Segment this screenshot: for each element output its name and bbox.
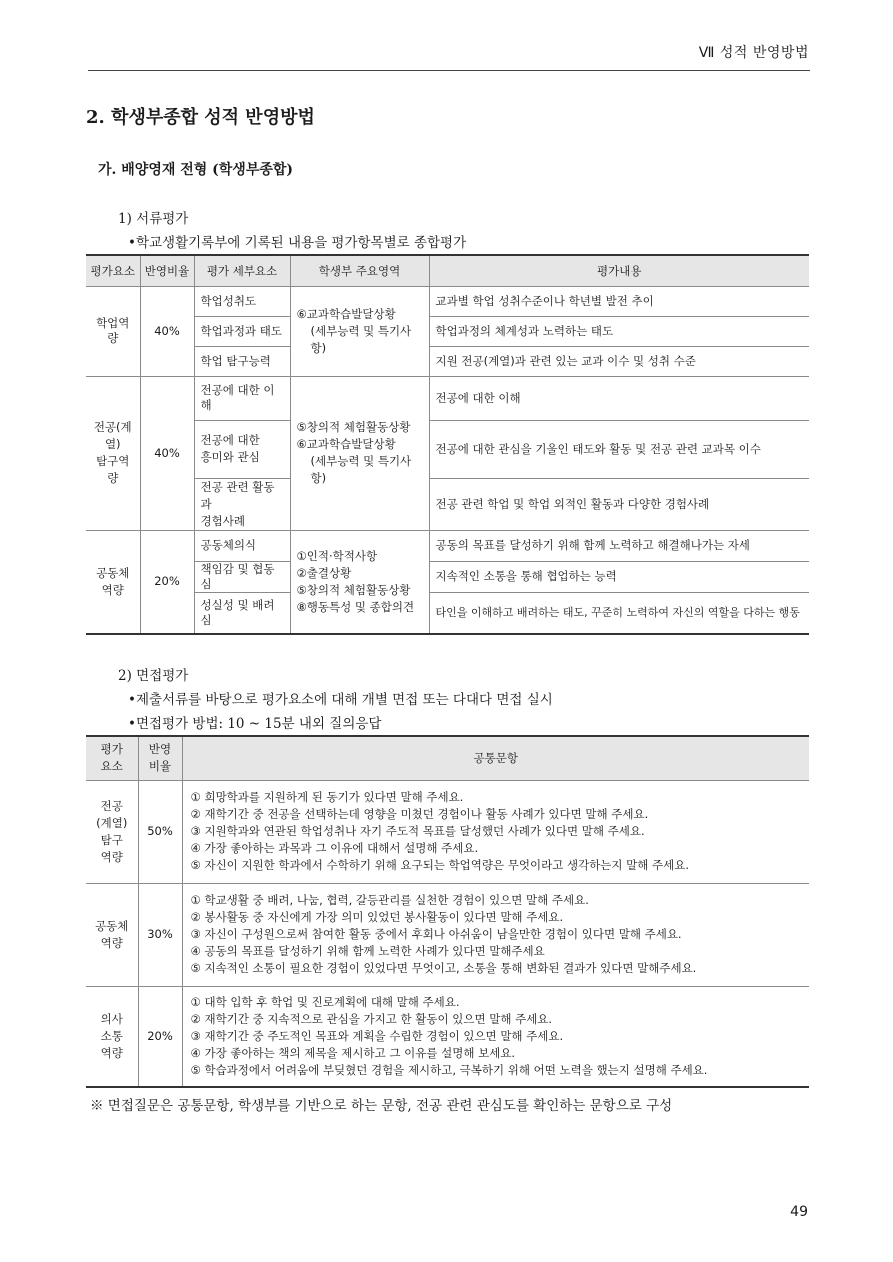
content-cell: 공동의 목표를 달성하기 위해 함께 노력하고 해결해나가는 자세: [429, 530, 809, 561]
question-list: [182, 883, 809, 986]
question-item: ③ 지원학과와 연관된 학업성취나 자기 주도적 목표를 달성했던 사례가 있다면 말해 주세요.: [190, 824, 645, 838]
ratio-community: 30%: [138, 883, 182, 986]
question-list: [182, 986, 809, 1087]
question-item: ④ 공동의 목표를 달성하기 위해 함께 노력한 사례가 있다면 말해주세요: [190, 944, 545, 958]
header-element: 평가요소: [86, 255, 140, 286]
element-communication: 의사 소통 역량: [86, 986, 138, 1087]
content-cell: 지원 전공(계열)과 관련 있는 교과 이수 및 성취 수준: [429, 346, 809, 376]
section-title: 2. 학생부종합 성적 반영방법: [86, 107, 315, 128]
area-academic: ⑥교과학습발달상황 (세부능력 및 특기사항): [290, 286, 429, 376]
content-cell: 전공 관련 학업 및 학업 외적인 활동과 다양한 경험사례: [429, 478, 809, 530]
content-cell: 전공에 대한 관심을 기울인 태도와 활동 및 전공 관련 교과목 이수: [429, 420, 809, 478]
area-community: ①인적·학적사항 ②출결상황 ⑤창의적 체험활동상황 ⑧행동특성 및 종합의견: [290, 530, 429, 634]
question-item: ⑤ 자신이 지원한 학과에서 수학하기 위해 요구되는 학업역량은 무엇이라고 생각하는지 말해 주세요.: [190, 858, 690, 872]
content-cell: 타인을 이해하고 배려하는 태도, 꾸준히 노력하여 자신의 역할을 다하는 행동: [429, 592, 809, 634]
document-review-heading: 1) 서류평가: [118, 211, 189, 227]
ratio-major: 50%: [138, 780, 182, 883]
header-detail: 평가 세부요소: [194, 255, 290, 286]
question-item: ③ 자신이 구성원으로써 참여한 활동 중에서 후회나 아쉬움이 남을만한 경험이 있다면 말해 주세요.: [190, 927, 682, 941]
header-content: 평가내용: [429, 255, 809, 286]
interview-table: [86, 735, 809, 1088]
detail-cell: 책임감 및 협동심: [194, 561, 290, 592]
question-item: ④ 가장 좋아하는 책의 제목을 제시하고 그 이유를 설명해 보세요.: [190, 1045, 516, 1060]
header-area: 학생부 주요영역: [290, 255, 429, 286]
interview-bullet-1: •제출서류를 바탕으로 평가요소에 대해 개별 면접 또는 다대다 면접 실시: [128, 692, 553, 708]
content-cell: 학업과정의 체계성과 노력하는 태도: [429, 316, 809, 346]
header-questions: 공통문항: [182, 736, 809, 780]
detail-cell: 학업성취도: [194, 286, 290, 316]
header-ratio: 반영비율: [140, 255, 194, 286]
question-item: ⑤ 지속적인 소통이 필요한 경험이 있었다면 무엇이고, 소통을 통해 변화된 결과가 있다면 말해주세요.: [190, 961, 697, 975]
question-item: ⑤ 학습과정에서 어려움에 부딪혔던 경험을 제시하고, 극복하기 위해 어떤 노력을 했는지 설명해 주세요.: [190, 1062, 708, 1077]
question-item: ② 재학기간 중 전공을 선택하는데 영향을 미쳤던 경험이나 활동 사례가 있다면 말해 주세요.: [190, 807, 649, 821]
document-review-table: [86, 254, 809, 635]
detail-cell: 성실성 및 배려심: [194, 592, 290, 634]
content-cell: 전공에 대한 이해: [429, 376, 809, 420]
question-item: ③ 재학기간 중 주도적인 목표와 계획을 수립한 경험이 있으면 말해 주세요.: [190, 1028, 564, 1043]
question-item: ② 재학기간 중 지속적으로 관심을 가지고 한 활동이 있으면 말해 주세요.: [190, 1011, 553, 1026]
element-major: 전공 (계열) 탐구 역량: [86, 780, 138, 883]
question-item: ① 학교생활 중 배려, 나눔, 협력, 갈등관리를 실천한 경험이 있으면 말해 주세요.: [190, 893, 589, 907]
header-ratio: 반영 비율: [138, 736, 182, 780]
question-item: ② 봉사활동 중 자신에게 가장 의미 있었던 봉사활동이 있다면 말해 주세요.: [190, 910, 564, 924]
detail-cell: 전공 관련 활동과 경험사례: [194, 478, 290, 530]
area-major: ⑤창의적 체험활동상황 ⑥교과학습발달상황 (세부능력 및 특기사항): [290, 376, 429, 530]
sub-title: 가. 배양영재 전형 (학생부종합): [98, 162, 294, 178]
ratio-community: 20%: [140, 530, 194, 634]
footnote: ※ 면접질문은 공통문항, 학생부를 기반으로 하는 문항, 전공 관련 관심도를 확인하는 문항으로 구성: [90, 1098, 673, 1114]
question-item: ① 대학 입학 후 학업 및 진로계획에 대해 말해 주세요.: [190, 994, 460, 1009]
question-item: ④ 가장 좋아하는 과목과 그 이유에 대해서 설명해 주세요.: [190, 841, 479, 855]
question-item: ① 희망학과를 지원하게 된 동기가 있다면 말해 주세요.: [190, 790, 464, 804]
page-number: 49: [790, 1204, 808, 1220]
header-element: 평가 요소: [86, 736, 138, 780]
content-cell: 지속적인 소통을 통해 협업하는 능력: [429, 561, 809, 592]
ratio-academic: 40%: [140, 286, 194, 376]
detail-cell: 학업 탐구능력: [194, 346, 290, 376]
content-cell: 교과별 학업 성취수준이나 학년별 발전 추이: [429, 286, 809, 316]
element-major: 전공(계열) 탐구역량: [86, 376, 140, 530]
detail-cell: 공동체의식: [194, 530, 290, 561]
interview-bullet-2: •면접평가 방법: 10 ~ 15분 내외 질의응답: [128, 716, 382, 732]
detail-cell: 전공에 대한 흥미와 관심: [194, 420, 290, 478]
header-rule: [88, 70, 810, 71]
ratio-major: 40%: [140, 376, 194, 530]
running-head: Ⅶ 성적 반영방법: [698, 45, 809, 61]
element-community: 공동체 역량: [86, 883, 138, 986]
element-community: 공동체 역량: [86, 530, 140, 634]
detail-cell: 전공에 대한 이해: [194, 376, 290, 420]
ratio-communication: 20%: [138, 986, 182, 1087]
element-academic: 학업역량: [86, 286, 140, 376]
question-list: [182, 780, 809, 883]
interview-heading: 2) 면접평가: [118, 668, 189, 684]
detail-cell: 학업과정과 태도: [194, 316, 290, 346]
document-review-bullet: •학교생활기록부에 기록된 내용을 평가항목별로 종합평가: [128, 235, 467, 251]
